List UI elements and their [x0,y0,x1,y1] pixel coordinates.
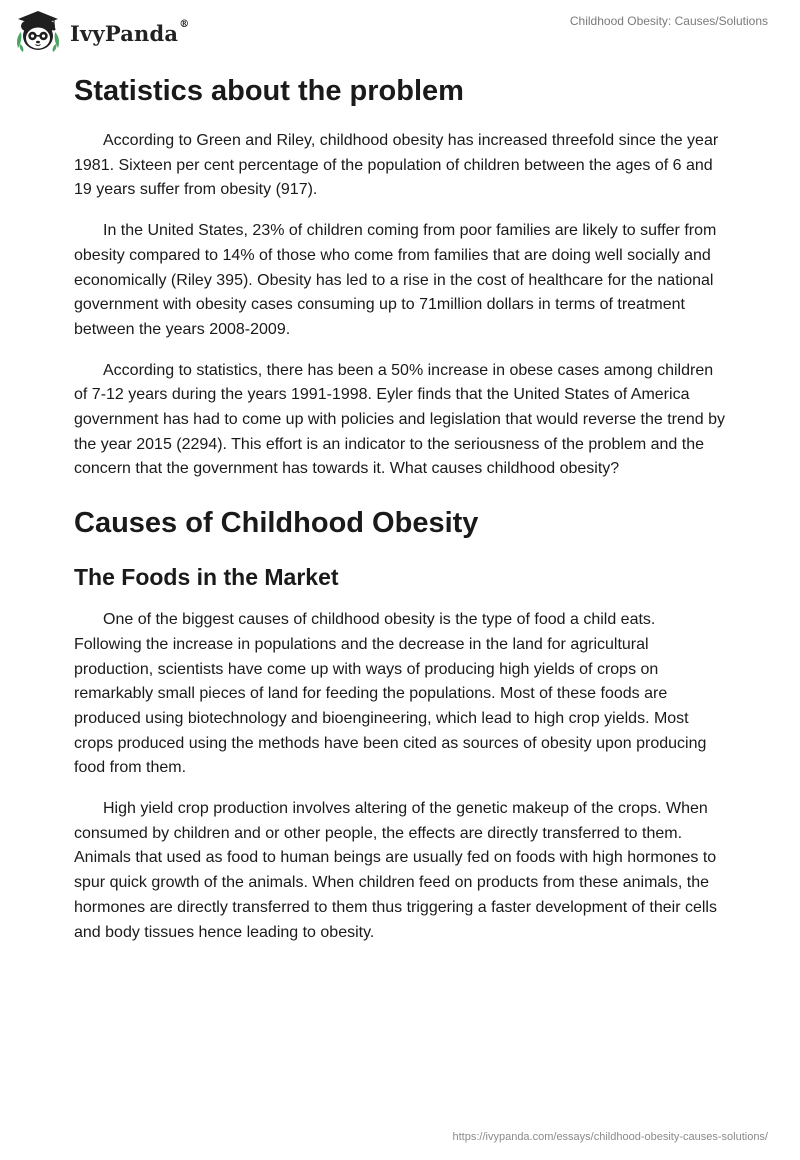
paragraph: In the United States, 23% of children coming from poor families are likely to suffer from obesity compared to 14% of those who come from families that are doing well socially and economically (Riley 395). Obesity has led to a rise in the cost of healthcare for the national government with obesity cases consuming up to 71million dollars in terms of treatment between the years 2008-2009. [74,222,717,338]
section-heading-statistics: Statistics about the problem [74,75,464,107]
source-url[interactable]: https://ivypanda.com/essays/childhood-obesity-causes-solutions/ [452,1131,768,1143]
registered-mark: ® [179,18,190,30]
document-title: Childhood Obesity: Causes/Solutions [569,14,768,28]
subsection-heading-foods: The Foods in the Market [74,564,339,591]
panda-graduate-icon [14,8,62,54]
paragraph: According to statistics, there has been a 50% increase in obese cases among children of 7-12 years during the years 1991-1998. Eyler finds that the United States of America government has had to come up with policies and legislation that would reverse the trend by the year 2015 (2294). This effort is an indicator to the seriousness of the problem and the concern that the government has towards it. What causes childhood obesity? [74,361,726,478]
paragraph: According to Green and Riley, childhood obesity has increased threefold since the year 1981. Sixteen per cent percentage of the population of children between the ages of 6 and 19 years suffer from obesity (917). [74,132,719,199]
article-body [74,70,726,961]
brand-logo[interactable] [14,8,189,54]
brand-name: IvyPanda® [70,18,190,46]
paragraph: High yield crop production involves altering of the genetic makeup of the crops. When consumed by children and or other people, the effects are directly transferred to them. Animals that used as food to human beings are usually fed on foods with high hormones to spur quick growth of the animals. When children feed on products from these animals, the hormones are directly transferred to them thus triggering a faster development of their cells and body tissues hence leading to obesity. [74,800,717,941]
page-header [0,0,800,60]
paragraph: One of the biggest causes of childhood obesity is the type of food a child eats. Following the increase in populations and the decrease in the land for agricultural production, scientists have come up with ways of producing high yields of crops on remarkably small pieces of land for feeding the populations. Most of these foods are produced using biotechnology and bioengineering, which lead to high crop yields. Most crops produced using the methods have been cited as sources of obesity upon producing food from them. [74,611,707,777]
section-heading-causes: Causes of Childhood Obesity [74,507,479,540]
